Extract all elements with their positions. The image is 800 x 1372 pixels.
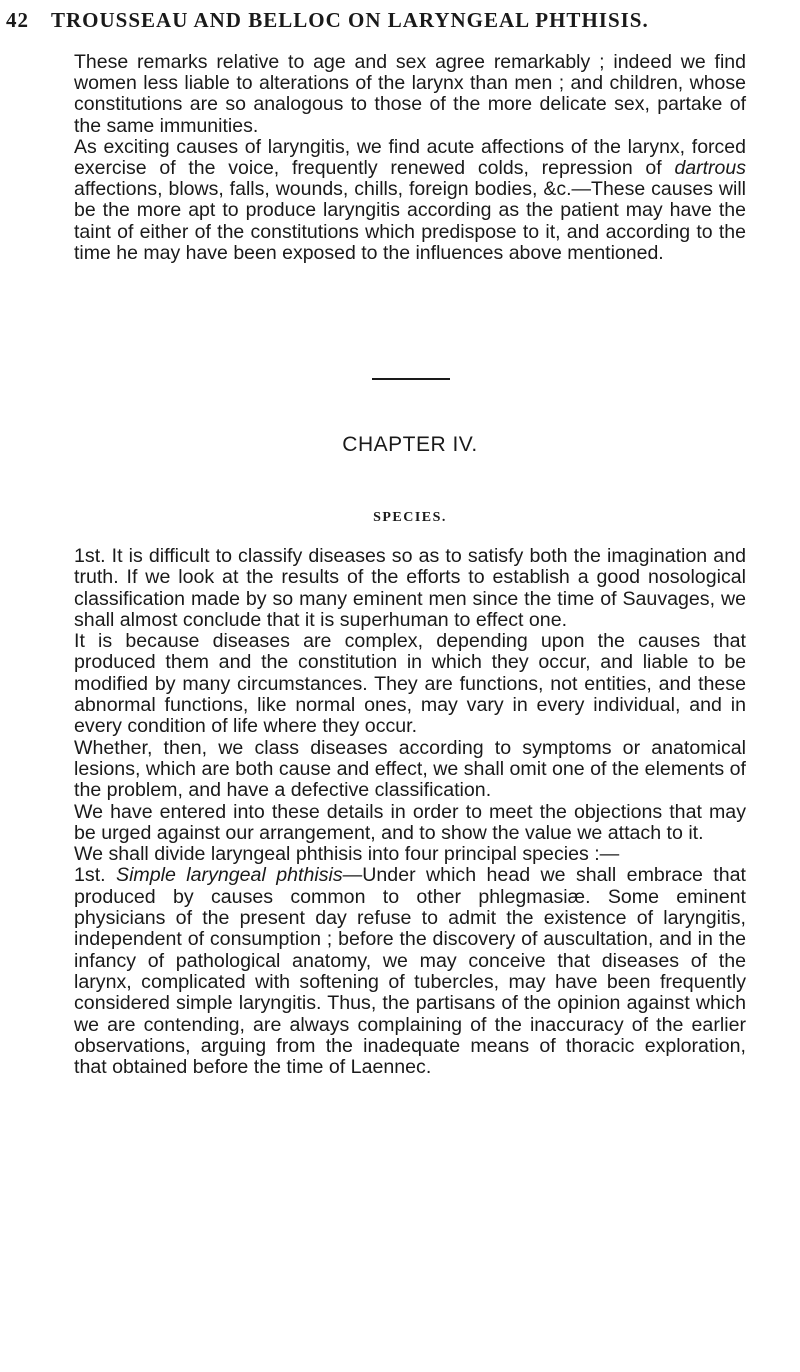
paragraph-text: As exciting causes of laryngitis, we find acute affections of the larynx, forced exercise of the voice, frequently renewed colds, repression of: [74, 135, 746, 180]
paragraph: We have entered into these details in order to meet the objections that may be urged against our arrangement, and to show the value we attach to it.: [74, 800, 746, 844]
chapter-heading: CHAPTER IV.: [342, 433, 478, 456]
paragraph-text: 1st.: [74, 864, 116, 887]
italic-term: dartrous: [674, 157, 746, 180]
paragraph: [74, 137, 746, 264]
chapter-subheading: SPECIES.: [373, 510, 447, 525]
paragraph: Whether, then, we class diseases according to symptoms or anatomical lesions, which are both cause and effect, we shall omit one of the elements of the problem, and have a defective classification.: [74, 736, 746, 802]
intro-text: [74, 52, 746, 264]
paragraph: It is because diseases are complex, depending upon the causes that produced them and the constitution in which they occur, and liable to be modified by many circumstances. They are functions, not entities, and these abnormal functions, like normal ones, may vary in every individual, and in every condition of life where they occur.: [74, 630, 746, 738]
paragraph: [74, 865, 746, 1078]
paragraph-text: affections, blows, falls, wounds, chills, foreign bodies, &c.—These causes will be the more apt to produce laryngitis according as the patient may have the taint of either of the constitutions which predispose to it, and according to the time he may have been exposed to the influences above mentioned.: [74, 178, 746, 264]
section-divider: [372, 378, 450, 380]
running-head: [6, 8, 786, 33]
paragraph: We shall divide laryngeal phthisis into four principal species :—: [74, 843, 620, 866]
page-number: 42: [6, 8, 29, 32]
chapter-body: [74, 546, 746, 1078]
paragraph: These remarks relative to age and sex agree remarkably ; indeed we find women less liable to alterations of the larynx than men ; and children, whose constitutions are so analogous to those of the more delicate sex, partake of the same immunities.: [74, 51, 746, 137]
running-title: TROUSSEAU AND BELLOC ON LARYNGEAL PHTHISIS.: [51, 8, 649, 32]
italic-term: Simple laryngeal phthisis: [116, 864, 343, 887]
paragraph-text: —Under which head we shall embrace that produced by causes common to other phlegmasiæ. Some eminent physicians of the present day refuse to admit the existence of laryngitis, independent of consumption ; before the discovery of auscultation, and in the infancy of pathological anatomy, we may conceive that diseases of the larynx, complicated with softening of tubercles, may have been frequently considered simple laryngitis. Thus, the partisans of the opinion against which we are contending, are always complaining of the inaccuracy of the earlier observations, arguing from the inadequate means of thoracic exploration, that obtained before the time of Laennec.: [74, 864, 746, 1079]
paragraph: 1st. It is difficult to classify diseases so as to satisfy both the imagination and truth. If we look at the results of the efforts to establish a good nosological classification made by so many eminent men since the time of Sauvages, we shall almost conclude that it is superhuman to effect one.: [74, 545, 746, 631]
